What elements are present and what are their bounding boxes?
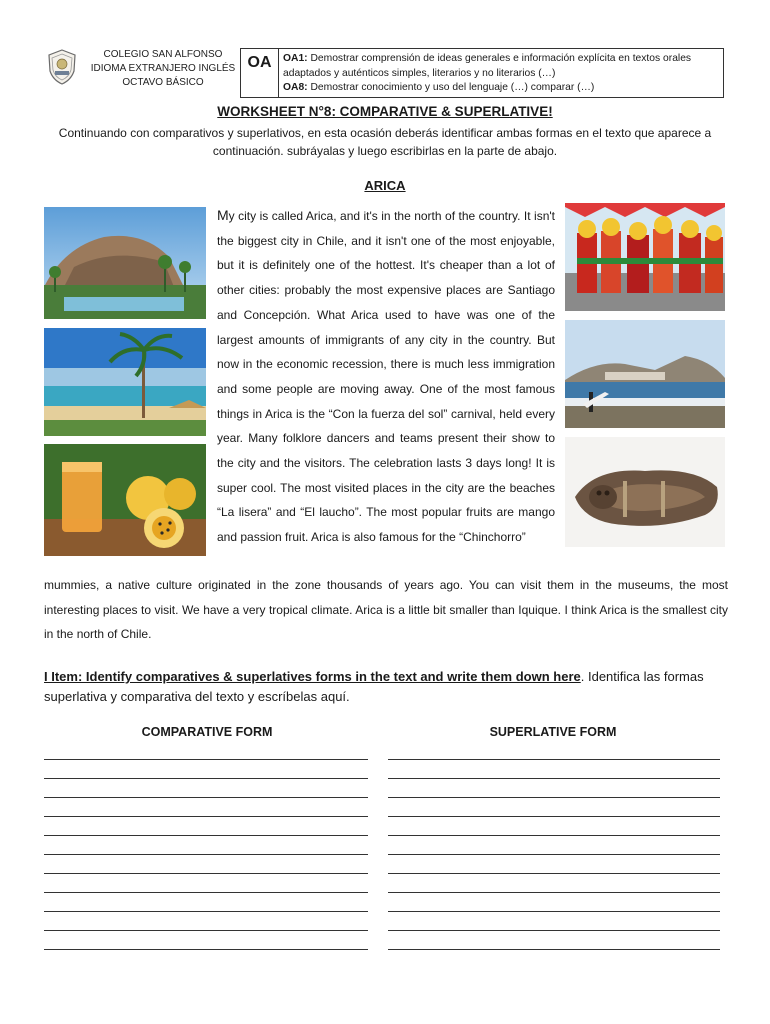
superlative-answer-line[interactable] [388, 778, 720, 779]
comparative-answer-line[interactable] [44, 911, 368, 912]
comparative-answer-line[interactable] [44, 873, 368, 874]
reading-dropcap: M [217, 207, 229, 223]
reading-paragraph-wrapped [217, 203, 555, 550]
comparative-answer-line[interactable] [44, 759, 368, 760]
oa1-text: Demostrar comprensión de ideas generales e información explícita en textos orales adaptados y auténticos simples, literarios y no literarios (…) [283, 53, 692, 79]
superlative-answer-line[interactable] [388, 930, 720, 931]
objective-oa1 [283, 52, 721, 81]
school-crest-logo [47, 49, 77, 85]
oa1-code: OA1: [283, 53, 308, 64]
item-instructions [44, 667, 734, 707]
item-instruction-bold: I Item: Identify comparatives & superlatives forms in the text and write them down here [44, 669, 581, 684]
comparative-answer-line[interactable] [44, 797, 368, 798]
superlative-answer-line[interactable] [388, 797, 720, 798]
superlative-answer-line[interactable] [388, 835, 720, 836]
objectives-text [283, 52, 721, 96]
superlative-answer-line[interactable] [388, 911, 720, 912]
comparative-answer-line[interactable] [44, 835, 368, 836]
oa8-code: OA8: [283, 82, 308, 93]
comparative-answer-line[interactable] [44, 778, 368, 779]
beach-palm-photo [44, 328, 206, 436]
subject-name: IDIOMA EXTRANJERO INGLÉS [90, 63, 236, 74]
item-instruction-rest: . Identifica las formas superlativa y comparativa del texto y escríbelas aquí. [44, 669, 704, 704]
comparative-column-header: COMPARATIVE FORM [141, 725, 273, 739]
reading-title: ARICA [364, 178, 406, 193]
learning-objectives-box [240, 48, 724, 98]
comparative-answer-line[interactable] [44, 816, 368, 817]
comparative-answer-line[interactable] [44, 930, 368, 931]
superlative-answer-line[interactable] [388, 759, 720, 760]
oa8-text: Demostrar conocimiento y uso del lenguaje (…) comparar (…) [307, 82, 595, 93]
carnival-dancers-photo [565, 203, 725, 311]
objective-oa8 [283, 81, 721, 96]
instructions-text: Continuando con comparativos y superlativos, en esta ocasión deberás identificar ambas formas en el texto que aparece a continuación. subráyalas y luego escribirlas en la parte de abajo. [58, 126, 712, 158]
school-info [88, 48, 238, 90]
worksheet-title: WORKSHEET N°8: COMPARATIVE & SUPERLATIVE! [217, 104, 553, 119]
passion-fruit-juice-photo [44, 444, 206, 556]
superlative-answer-line[interactable] [388, 892, 720, 893]
superlative-answer-line[interactable] [388, 854, 720, 855]
grade-level: OCTAVO BÁSICO [122, 77, 204, 88]
reading-text-part1: y city is called Arica, and it's in the north of the country. It isn't the biggest city in Chile, and it isn't one of the most enjoyable, but it is definitely one of the hottest. It's cheaper than a lot of other cities: probably the most expensive places are Santiago and Concepción. What Arica used to have was one of the largest amounts of immigrants of any city in the country. But now in the economic recession, there is much less immigration and some people are moving away. One of the most famous things in Arica is the “Con la fuerza del sol” carnival, held every year. Many folklore dancers and teams present their show to the city and the visitors. The celebration lasts 3 days long! It is super cool. The most visited places in the city are the beaches “La lisera” and “El laucho”. The most popular fruits are mango and passion fruit. Arica is also famous for the “Chinchorro” [217, 209, 555, 545]
reading-paragraph-full-width: mummies, a native culture originated in the zone thousands of years ago. You can visit them in the museums, the most interesting places to visit. We have a very tropical climate. Arica is a little bit smaller than Iquique. I think Arica is the smallest city in the north of Chile. [44, 578, 728, 642]
superlative-column-header: SUPERLATIVE FORM [489, 725, 617, 739]
superlative-answer-line[interactable] [388, 873, 720, 874]
comparative-answer-line[interactable] [44, 949, 368, 950]
school-name: COLEGIO SAN ALFONSO [103, 49, 223, 60]
comparative-answer-line[interactable] [44, 892, 368, 893]
arica-coast-surfer-photo [565, 320, 725, 428]
superlative-answer-line[interactable] [388, 949, 720, 950]
morro-arica-photo [44, 207, 206, 319]
oa-label: OA [241, 49, 279, 97]
comparative-answer-line[interactable] [44, 854, 368, 855]
chinchorro-mummy-photo [565, 437, 725, 547]
superlative-answer-line[interactable] [388, 816, 720, 817]
